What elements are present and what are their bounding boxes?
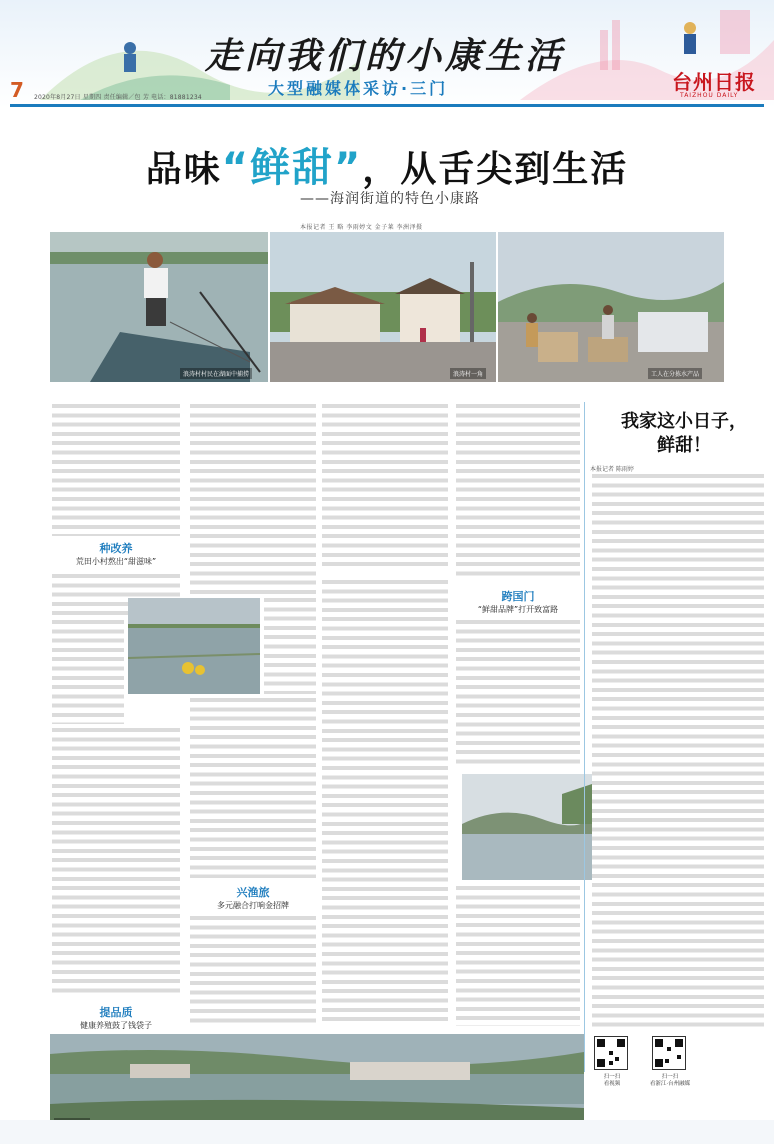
headline-prefix: 品味 bbox=[145, 149, 222, 190]
column2-body-c bbox=[190, 698, 316, 878]
section3-subtitle: 多元融合打响金招牌 bbox=[217, 901, 289, 910]
photo-fishpond bbox=[128, 598, 260, 694]
section3-body bbox=[190, 916, 316, 1026]
section4-subtitle: 健康养殖鼓了钱袋子 bbox=[80, 1021, 152, 1030]
photo-sorting-seafood bbox=[498, 232, 724, 382]
section2-subtitle: “鲜甜品牌”打开致富路 bbox=[477, 605, 559, 614]
photo-aerial-view bbox=[462, 774, 592, 880]
article-byline: 本报记者 王 略 李雨婷文 金子莱 李洲泽摄 bbox=[300, 224, 423, 231]
dateline: 2020年8月27日 星期四 责任编辑／包 芳 电话：81881234 bbox=[34, 94, 202, 101]
column4-body-b bbox=[456, 886, 580, 1026]
sidebar-divider bbox=[584, 402, 585, 1072]
column2-body-b bbox=[264, 598, 316, 694]
column3-body-b bbox=[322, 580, 448, 1026]
sidebar-body bbox=[592, 474, 764, 1032]
masthead bbox=[0, 0, 774, 108]
section3-title: 兴渔旅 bbox=[236, 886, 270, 899]
section1-title: 种改养 bbox=[99, 542, 133, 555]
masthead-rule bbox=[10, 104, 764, 107]
subheadline: ——海润街道的特色小康路 bbox=[300, 191, 480, 207]
column4-body-a bbox=[456, 404, 580, 576]
newspaper-brand-en: TAIZHOU DAILY bbox=[680, 92, 739, 99]
section2-title: 跨国门 bbox=[501, 590, 535, 603]
column3-body-a bbox=[322, 404, 448, 570]
newspaper-brand: 台州日报 bbox=[672, 70, 756, 94]
sidebar-byline: 本报记者 陈雨婷 bbox=[590, 466, 634, 473]
section1-body-column-b bbox=[52, 620, 124, 724]
section4-title: 提品质 bbox=[99, 1006, 133, 1019]
masthead-subtitle: 大型融媒体采访·三门 bbox=[268, 79, 449, 98]
page-number: 7 bbox=[10, 78, 24, 102]
photo2-caption: 浪涛村一角 bbox=[450, 368, 486, 379]
photo3-caption: 工人在分拣水产品 bbox=[648, 368, 702, 379]
headline-suffix: ，从舌尖到生活 bbox=[362, 149, 629, 190]
qr-code-app-label: 扫一扫 看浙江·台州融媒 bbox=[649, 1074, 691, 1087]
headline-highlight: “鲜甜” bbox=[221, 145, 363, 191]
sidebar-title bbox=[600, 410, 768, 458]
photo-fisherman bbox=[50, 232, 268, 382]
qr-code-app[interactable] bbox=[652, 1036, 686, 1070]
qr-code-video[interactable] bbox=[594, 1036, 628, 1070]
sidebar-title-line2: 鲜甜！ bbox=[657, 435, 711, 456]
sidebar-title-line1: 我家这小日子， bbox=[621, 411, 747, 432]
photo1-caption: 浪涛村村民在湖面中捕捞 bbox=[180, 368, 252, 379]
column2-body-a bbox=[190, 404, 316, 594]
article-intro-column bbox=[52, 404, 180, 536]
headline bbox=[0, 136, 774, 193]
page-footer bbox=[0, 1120, 774, 1144]
photo-village bbox=[270, 232, 496, 382]
section2-body bbox=[456, 620, 580, 768]
qr-code-video-label: 扫一扫 看视频 bbox=[603, 1074, 621, 1087]
masthead-title: 走向我们的小康生活 bbox=[205, 35, 566, 77]
section1-body-column-c bbox=[52, 728, 180, 994]
photo-lakeside-panorama bbox=[50, 1034, 584, 1132]
section1-subtitle: 荒田小村熬出“甜滋味” bbox=[75, 557, 157, 566]
